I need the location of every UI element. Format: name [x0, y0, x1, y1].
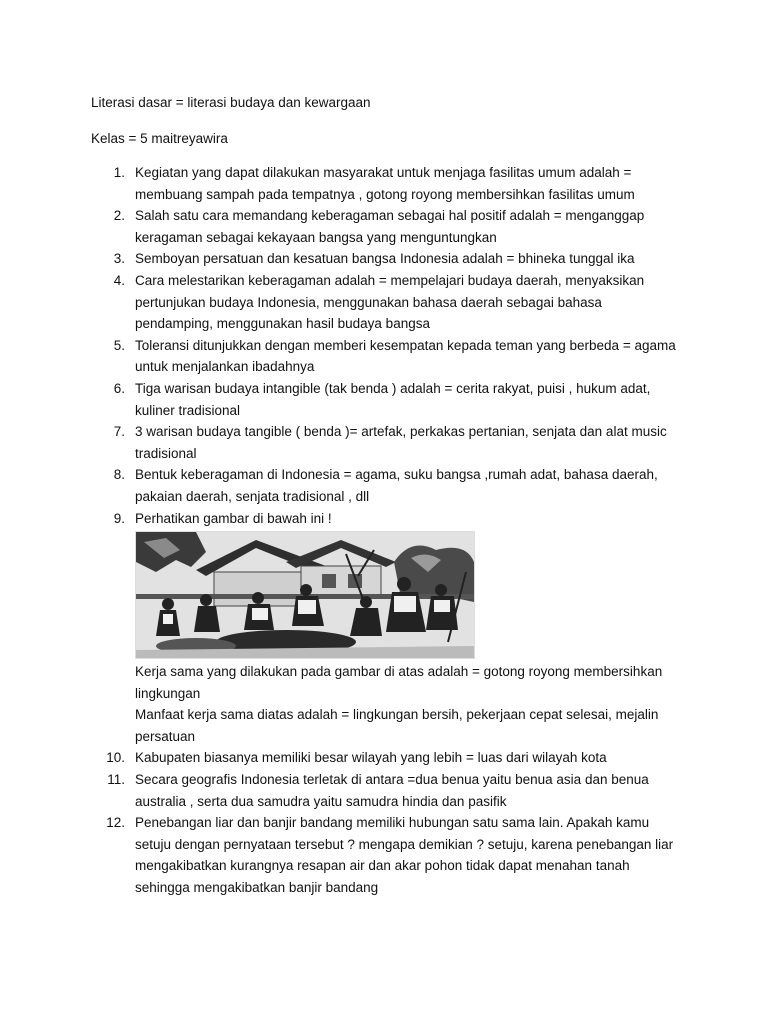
list-item — [106, 812, 680, 898]
list-item — [113, 508, 680, 748]
answer-text: Manfaat kerja sama diatas adalah = lingkungan bersih, pekerjaan cepat selesai, mejalin persatuan — [135, 707, 659, 744]
item-text: 3 warisan budaya tangible ( benda )= artefak, perkakas pertanian, senjata dan alat music tradisional — [135, 424, 667, 461]
answer-text: Kerja sama yang dilakukan pada gambar di atas adalah = gotong royong membersihkan lingkungan — [135, 664, 663, 701]
item-text: Salah satu cara memandang keberagaman sebagai hal positif adalah = menganggap keragaman sebagai kekayaan bangsa yang menguntungkan — [135, 208, 645, 245]
item-text: Cara melestarikan keberagaman adalah = mempelajari budaya daerah, menyaksikan pertunjukan budaya Indonesia, menggunakan bahasa daerah sebagai bahasa pendamping, menggunakan hasil budaya bangsa — [135, 272, 645, 332]
item-number: 10. — [106, 750, 125, 766]
item-text: Kabupaten biasanya memiliki besar wilayah yang lebih = luas dari wilayah kota — [135, 750, 607, 766]
list-item — [113, 464, 680, 507]
item-number: 4. — [113, 272, 125, 288]
list-item — [113, 248, 680, 270]
list-item — [113, 421, 680, 464]
class-line: Kelas = 5 maitreyawira — [91, 131, 228, 146]
list-item — [113, 378, 680, 421]
question-list — [106, 162, 680, 899]
item-text: Toleransi ditunjukkan dengan memberi kesempatan kepada teman yang berbeda = agama untuk menjalankan ibadahnya — [135, 337, 676, 375]
item-text: Kegiatan yang dapat dilakukan masyarakat untuk menjaga fasilitas umum adalah = membuang sampah pada tempatnya , gotong royong membersihkan fasilitas umum — [135, 165, 635, 202]
list-item — [113, 205, 680, 248]
item-text: Penebangan liar dan banjir bandang memiliki hubungan satu sama lain. Apakah kamu setuju dengan pernyataan tersebut ? mengapa demikian ? setuju, karena penebangan liar mengakibatkan kurangnya resapan air dan akar pohon tidak dapat menahan tanah sehingga mengakibatkan banjir bandang — [135, 815, 674, 896]
item-number: 5. — [113, 337, 125, 353]
list-item — [107, 769, 680, 812]
item-number: 12. — [106, 815, 125, 831]
item-number: 1. — [113, 165, 125, 180]
item-text: Tiga warisan budaya intangible (tak benda ) adalah = cerita rakyat, puisi , hukum adat, kuliner tradisional — [135, 380, 651, 418]
item-number: 8. — [113, 467, 125, 483]
item-number: 3. — [113, 251, 125, 267]
item-text: Semboyan persatuan dan kesatuan bangsa Indonesia adalah = bhineka tunggal ika — [135, 251, 635, 267]
document-title: Literasi dasar = literasi budaya dan kewargaan — [91, 95, 371, 110]
item-number: 7. — [113, 424, 125, 440]
item-number: 2. — [113, 208, 125, 224]
list-item — [113, 270, 680, 335]
item-number: 9. — [113, 510, 125, 526]
item-number: 6. — [113, 380, 125, 396]
item-text: Perhatikan gambar di bawah ini ! — [135, 510, 332, 526]
item-text: Secara geografis Indonesia terletak di antara =dua benua yaitu benua asia dan benua australia , serta dua samudra yaitu samudra hindia dan pasifik — [135, 772, 649, 809]
item-text: Bentuk keberagaman di Indonesia = agama, suku bangsa ,rumah adat, bahasa daerah, pakaian daerah, senjata tradisional , dll — [135, 467, 658, 504]
list-item — [113, 335, 680, 378]
gotong-royong-illustration — [135, 531, 475, 659]
item-number: 11. — [107, 772, 125, 788]
list-item — [113, 162, 680, 205]
list-item — [106, 747, 680, 769]
